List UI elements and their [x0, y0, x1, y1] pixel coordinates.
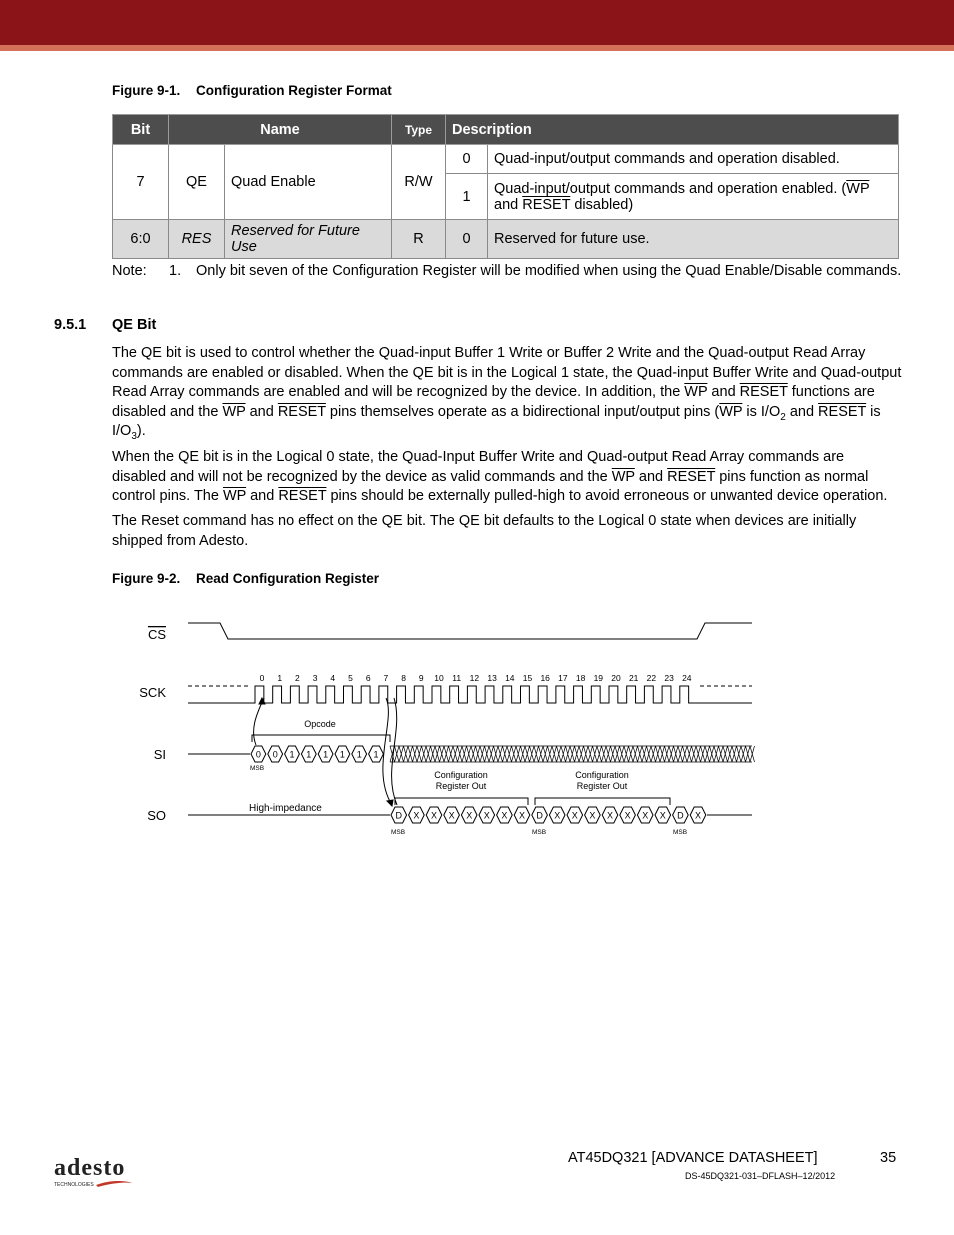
clock-number: 10	[434, 673, 444, 683]
timing-diagram-svg	[130, 612, 770, 847]
si-dont-care-hatch	[390, 746, 755, 762]
paragraph-3: The Reset command has no effect on the QE bit. The QE bit defaults to the Logical 0 state when devices are initially shipped from Adesto.	[112, 513, 857, 549]
note-text: Only bit seven of the Configuration Register will be modified when using the Quad Enable/Disable commands.	[196, 263, 902, 279]
clock-number: 13	[487, 673, 497, 683]
figure-title: Read Configuration Register	[196, 571, 380, 586]
page-number: 35	[880, 1150, 897, 1166]
text: Quad-input/output commands and operation enabled. (	[494, 180, 847, 197]
table-row	[113, 145, 899, 174]
figure-title: Configuration Register Format	[196, 83, 392, 98]
clock-number: 16	[540, 673, 550, 683]
text: pins should be externally pulled-high to avoid erroneous or unwanted device operation.	[326, 488, 888, 505]
arrow-curve	[383, 698, 392, 805]
paragraph-1	[112, 344, 902, 442]
wp-signal: $\overline{WP}$	[222, 403, 246, 420]
description-cell: Quad-input/output commands and operation disabled.	[488, 145, 899, 174]
si-bit-value: 0	[255, 749, 261, 760]
opcode-bracket	[252, 735, 390, 742]
si-bit-value: 1	[306, 749, 312, 760]
text: and	[634, 468, 668, 485]
si-bit-value: 1	[356, 749, 362, 760]
clock-number: 8	[401, 673, 406, 683]
wp-signal: $\overline{WP}$	[684, 384, 708, 401]
abbr-cell: RES	[169, 220, 225, 259]
adesto-logo	[54, 1155, 144, 1195]
bit-cell: 6:0	[113, 220, 169, 259]
text: and	[494, 196, 523, 213]
si-bit-value: 1	[339, 749, 345, 760]
high-impedance-label: High-impedance	[249, 803, 322, 814]
so-bit-value: X	[501, 810, 508, 821]
clock-number: 6	[365, 673, 371, 683]
si-bit-value: 0	[272, 749, 278, 760]
clock-number: 23	[664, 673, 674, 683]
so-bit-value: X	[659, 810, 666, 821]
header-description: Description	[446, 115, 899, 145]
figure-number: Figure 9-2.	[112, 571, 181, 586]
text: disabled)	[570, 196, 634, 213]
wp-signal: $\overline{WP}$	[846, 180, 870, 197]
logo-word: adesto	[54, 1155, 126, 1181]
opcode-label: Opcode	[304, 719, 336, 729]
clock-number: 7	[383, 673, 389, 683]
so-bit-value: D	[677, 810, 684, 821]
section-heading	[54, 317, 156, 333]
config-out-label: Register Out	[576, 781, 628, 791]
subscript: 3	[131, 431, 137, 443]
name-cell: Reserved for Future Use	[225, 220, 392, 259]
value-cell: 0	[446, 220, 488, 259]
so-bit-value: X	[624, 810, 631, 821]
si-bit-value: 1	[323, 749, 329, 760]
header-type: Type	[392, 115, 446, 145]
clock-number: 5	[348, 673, 353, 683]
reset-signal: RESET	[277, 403, 326, 420]
table-header-row	[113, 115, 899, 145]
note-number: 1.	[169, 263, 182, 279]
reset-signal: RESET	[739, 384, 788, 401]
so-bit-value: X	[694, 810, 702, 821]
logo-sub: TECHNOLOGIES	[54, 1182, 94, 1188]
clock-number: 20	[611, 673, 621, 683]
table-row	[113, 220, 899, 259]
so-bit-value: X	[554, 810, 561, 821]
so-bit-value: X	[589, 810, 596, 821]
signal-label-cs: CS	[147, 627, 166, 642]
header-name: Name	[169, 115, 392, 145]
reset-signal: RESET	[278, 488, 327, 505]
config-out-label: Configuration	[434, 770, 488, 780]
header-bit: Bit	[113, 115, 169, 145]
si-bit-value: 1	[373, 749, 379, 760]
clock-number: 12	[469, 673, 480, 683]
text: functions are disabled and the	[112, 384, 875, 420]
footer-title: AT45DQ321 [ADVANCE DATASHEET]	[568, 1150, 818, 1166]
clock-number: 18	[575, 673, 586, 683]
value-cell: 0	[446, 145, 488, 174]
wp-signal: $\overline{WP}$	[222, 488, 247, 505]
clock-number: 15	[522, 673, 533, 683]
so-bit-value: X	[642, 810, 649, 821]
clock-number: 2	[295, 673, 300, 683]
clock-number: 4	[330, 673, 336, 683]
signal-label-so: SO	[147, 808, 166, 823]
abbr-cell: QE	[169, 145, 225, 220]
reset-signal: RESET	[522, 196, 571, 213]
text: and	[246, 488, 279, 505]
text: and	[707, 384, 740, 401]
text: is I/O	[742, 403, 781, 420]
header-bar	[0, 0, 954, 45]
type-cell: R	[392, 220, 446, 259]
cs-waveform	[188, 623, 752, 639]
bit-cell: 7	[113, 145, 169, 220]
signal-label-sck: SCK	[139, 685, 166, 700]
clock-number: 0	[259, 673, 265, 683]
clock-number: 19	[593, 673, 604, 683]
so-bit-value: X	[571, 810, 578, 821]
configuration-register-table	[112, 114, 899, 259]
section-title: QE Bit	[112, 317, 157, 333]
subscript: 2	[780, 411, 786, 423]
config-out-label: Configuration	[575, 770, 629, 780]
si-bit-value: 1	[289, 749, 295, 760]
wp-signal: $\overline{WP}$	[719, 403, 743, 420]
msb-label: MSB	[250, 765, 265, 772]
reset-signal: RESET	[667, 468, 716, 485]
arrow-curve	[254, 698, 264, 745]
value-cell: 1	[446, 174, 488, 220]
clock-number: 11	[452, 673, 462, 683]
description-cell	[488, 174, 899, 220]
text: The QE bit is used to control whether the Quad-input Buffer 1 Write or Buffer 2 Write and the Quad-output Read Array commands are enabled or disabled. When the QE bit is in the Logical 1 state, the Quad-input Buffer Write and Quad-output Read Array commands are enabled and will be recognized by the device. In addition, the	[112, 345, 902, 401]
signal-label-si: SI	[153, 747, 166, 762]
clock-number: 9	[418, 673, 424, 683]
config-out-bracket	[535, 798, 670, 805]
text: When the QE bit is in the Logical 0 state, the Quad-Input Buffer Write and Quad-output Read Array commands are disabled and will not be recognized by the device as valid commands and the	[112, 449, 845, 485]
section-number: 9.5.1	[54, 317, 87, 333]
so-bit-value: X	[606, 810, 614, 821]
text: ).	[136, 423, 146, 440]
sck-waveform	[250, 686, 700, 703]
msb-label: MSB	[532, 829, 547, 836]
config-out-label: Register Out	[435, 781, 487, 791]
figure-9-1-caption	[112, 83, 392, 98]
so-bit-value: X	[413, 810, 420, 821]
clock-number: 21	[628, 673, 639, 683]
timing-diagram	[130, 612, 770, 851]
clock-number: 24	[682, 673, 692, 683]
paragraph-2	[112, 448, 902, 507]
document-id: DS-45DQ321-031–DFLASH–12/2012	[685, 1171, 836, 1181]
text: pins themselves operate as a bidirectional input/output pins (	[325, 403, 720, 420]
figure-9-2-caption	[112, 571, 379, 586]
name-cell: Quad Enable	[225, 145, 392, 220]
text: and	[785, 403, 819, 420]
figure-number: Figure 9-1.	[112, 83, 181, 98]
msb-label: MSB	[673, 829, 688, 836]
text: and	[245, 403, 278, 420]
so-bit-value: X	[430, 810, 438, 821]
table-note	[112, 262, 902, 280]
clock-number: 22	[646, 673, 657, 683]
so-bit-value: X	[466, 810, 473, 821]
header-stripe	[0, 45, 954, 51]
note-label: Note:	[112, 263, 147, 279]
clock-number: 17	[558, 673, 568, 683]
so-bit-value: X	[483, 810, 490, 821]
text: is I/O	[112, 403, 881, 440]
wp-signal: $\overline{WP}$	[611, 468, 635, 485]
arrow-head	[387, 800, 393, 806]
text: pins function as normal control pins. The	[112, 468, 869, 505]
reset-signal: RESET	[818, 403, 867, 420]
so-bit-value: X	[518, 810, 526, 821]
description-cell: Reserved for future use.	[488, 220, 899, 259]
clock-number: 1	[277, 673, 283, 683]
msb-label: MSB	[391, 829, 406, 836]
so-bit-value: D	[536, 810, 543, 821]
so-bit-value: D	[395, 810, 403, 821]
type-cell: R/W	[392, 145, 446, 220]
clock-number: 14	[505, 673, 515, 683]
so-bit-value: X	[448, 810, 455, 821]
clock-number: 3	[312, 673, 318, 683]
config-out-bracket	[395, 798, 528, 805]
